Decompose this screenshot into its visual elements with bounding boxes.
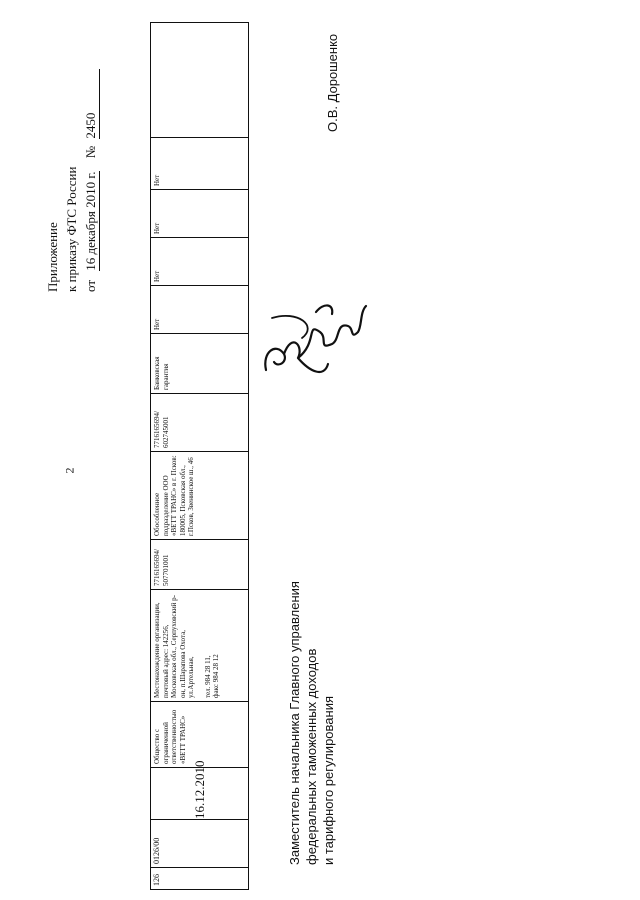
page-number: 2 <box>62 467 77 474</box>
appendix-date-line: от 16 декабря 2010 г. № 2450 <box>81 69 101 292</box>
registry-table <box>150 25 249 890</box>
location-address: Местонахождение организации, почтовый адрес: 142256, Московская обл., Серпуховский р-он, п.Шарапова Охота, ул.Артельная, <box>153 595 195 698</box>
table-row <box>151 23 249 890</box>
order-date: 16 декабря 2010 г. <box>83 171 98 271</box>
cell-net-2: Нет <box>151 238 249 286</box>
inn-kpp-branch: 7716165694/ 602745001 <box>151 394 249 452</box>
fax: факс 984 28 12 <box>212 654 220 698</box>
row-date: 16.12.2010 <box>151 768 249 820</box>
row-code: 0126/00 <box>151 820 249 868</box>
org-location <box>151 590 249 702</box>
cell-net-4: Нет <box>151 138 249 190</box>
cell-net-3: Нет <box>151 190 249 238</box>
inn-kpp-main: 7716165694/ 507701001 <box>151 540 249 590</box>
appendix-title: Приложение <box>45 222 60 292</box>
guarantee-type: Банковская гарантия <box>151 334 249 394</box>
cell-net-1: Нет <box>151 286 249 334</box>
row-index: 126 <box>151 868 249 890</box>
branch-info: Обособленное подразделение ООО «ВЕТТ ТРАНС» в г. Псков: 180005, Псковская обл., г.Псков, Звенинское ш., 46 <box>151 452 249 540</box>
phone: тел. 984 28 11, <box>203 655 212 698</box>
org-name: Общество с ограниченной ответственностью «ВЕТТ ТРАНС» <box>151 702 249 768</box>
appendix-order-ref: к приказу ФТС России <box>64 166 79 292</box>
cell-empty <box>151 23 249 138</box>
signatory-name: О.В. Дорошенко <box>325 33 340 132</box>
order-number: 2450 <box>83 69 100 139</box>
signatory-title: Заместитель начальника Главного управления федеральных таможенных доходов и тарифного регулирования <box>287 581 336 865</box>
handwritten-signature <box>258 292 378 382</box>
